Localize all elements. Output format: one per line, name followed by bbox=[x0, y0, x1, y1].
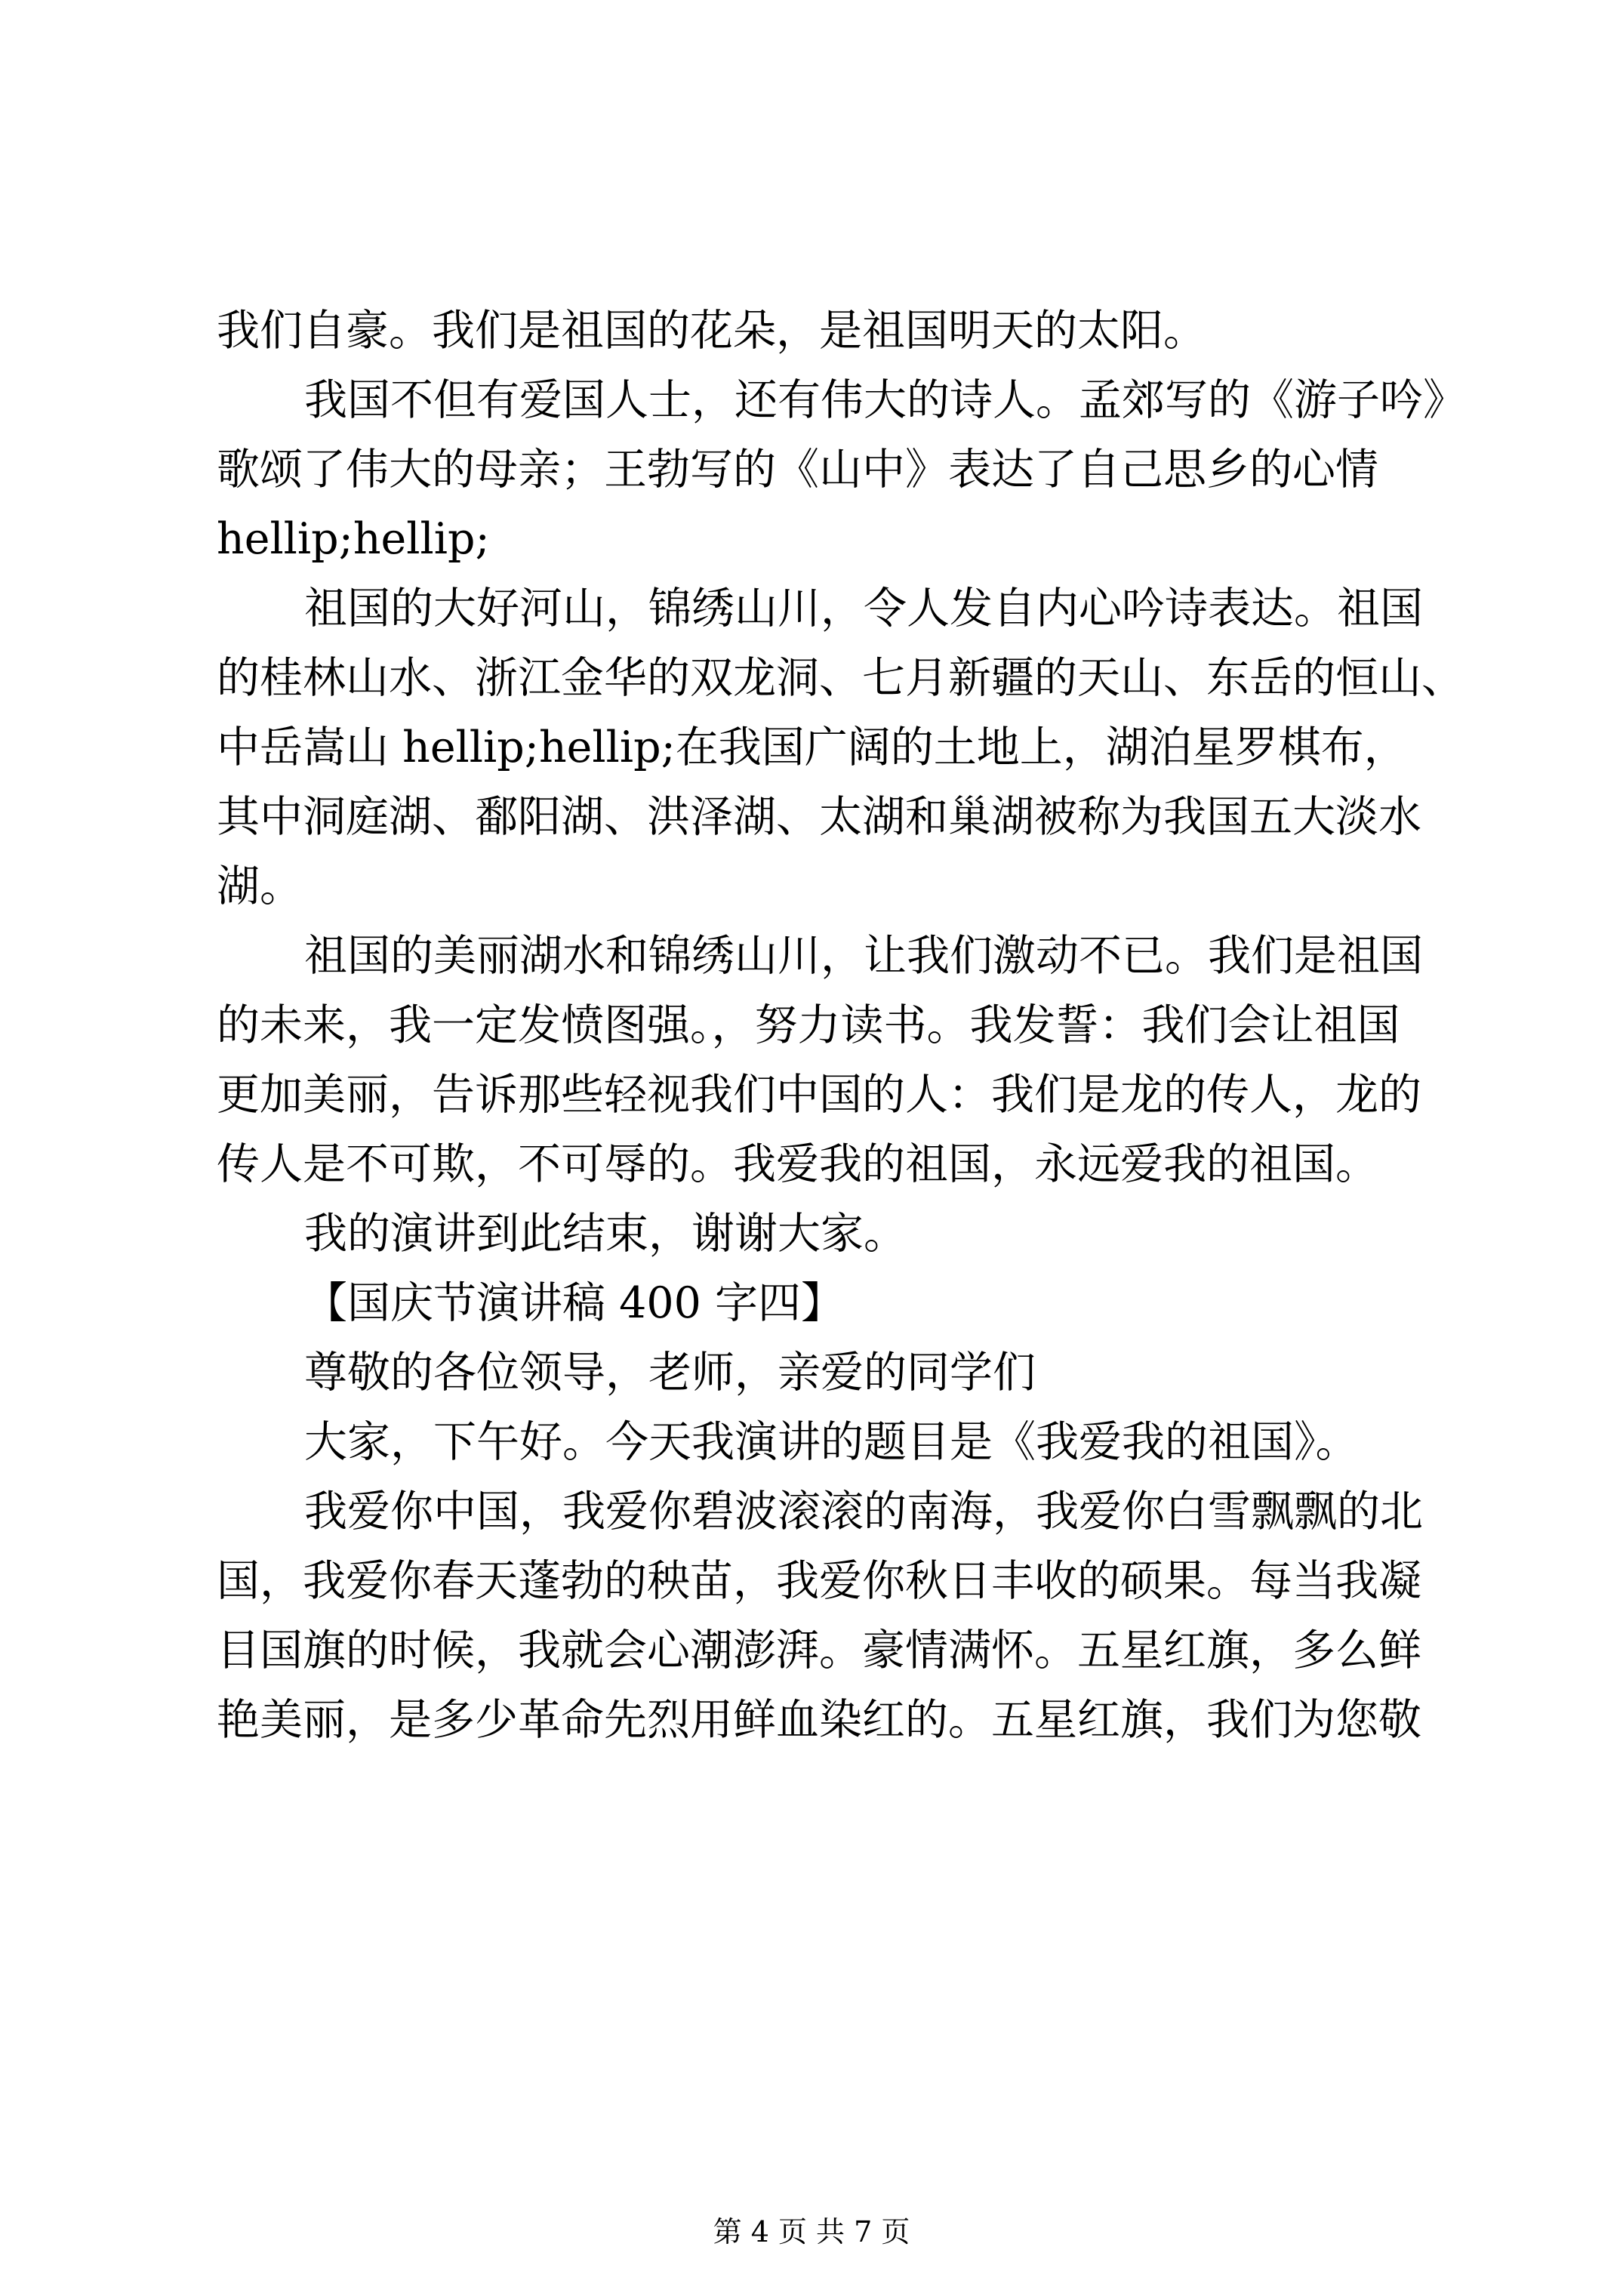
text-line: hellip;hellip; bbox=[217, 514, 490, 564]
text-line: 湖。 bbox=[217, 861, 303, 911]
text-line: 国，我爱你春天蓬勃的秧苗，我爱你秋日丰收的硕果。每当我凝 bbox=[217, 1556, 1421, 1606]
text-line: 大家，下午好。今天我演讲的题目是《我爱我的祖国》。 bbox=[304, 1417, 1359, 1467]
text-line: 我国不但有爱国人士，还有伟大的诗人。孟郊写的《游子吟》 bbox=[304, 375, 1466, 425]
text-line: 其中洞庭湖、鄱阳湖、洪泽湖、太湖和巢湖被称为我国五大淡水 bbox=[217, 792, 1421, 842]
text-line: 我的演讲到此结束，谢谢大家。 bbox=[304, 1209, 907, 1259]
text-line: 我们自豪。我们是祖国的花朵，是祖国明天的太阳。 bbox=[217, 306, 1206, 356]
page-footer: 第 4 页 共 7 页 bbox=[713, 2215, 910, 2248]
text-line: 的未来，我一定发愤图强。，努力读书。我发誓：我们会让祖国 bbox=[217, 1000, 1400, 1050]
text-line: 我爱你中国，我爱你碧波滚滚的南海，我爱你白雪飘飘的北 bbox=[304, 1487, 1423, 1536]
text-line: 更加美丽，告诉那些轻视我们中国的人：我们是龙的传人，龙的 bbox=[217, 1070, 1421, 1120]
text-line: 歌颂了伟大的母亲；王勃写的《山中》表达了自己思乡的心情 bbox=[217, 445, 1378, 495]
text-line: 中岳嵩山 hellip;hellip;在我国广阔的土地上，湖泊星罗棋布， bbox=[217, 723, 1407, 772]
text-line: 传人是不可欺，不可辱的。我爱我的祖国，永远爱我的祖国。 bbox=[217, 1139, 1378, 1189]
section-heading: 【国庆节演讲稿 400 字四】 bbox=[304, 1278, 845, 1328]
text-line: 祖国的美丽湖水和锦绣山川，让我们激动不已。我们是祖国 bbox=[304, 931, 1423, 981]
text-line: 的桂林山水、浙江金华的双龙洞、七月新疆的天山、东岳的恒山、 bbox=[217, 653, 1464, 703]
text-line: 祖国的大好河山，锦绣山川，令人发自内心吟诗表达。祖国 bbox=[304, 584, 1423, 633]
text-line: 尊敬的各位领导，老师，亲爱的同学们 bbox=[304, 1348, 1036, 1398]
text-line: 目国旗的时候，我就会心潮澎湃。豪情满怀。五星红旗，多么鲜 bbox=[217, 1626, 1421, 1675]
document-body bbox=[217, 296, 1466, 1755]
text-line: 艳美丽，是多少革命先烈用鲜血染红的。五星红旗，我们为您敬 bbox=[217, 1695, 1421, 1745]
